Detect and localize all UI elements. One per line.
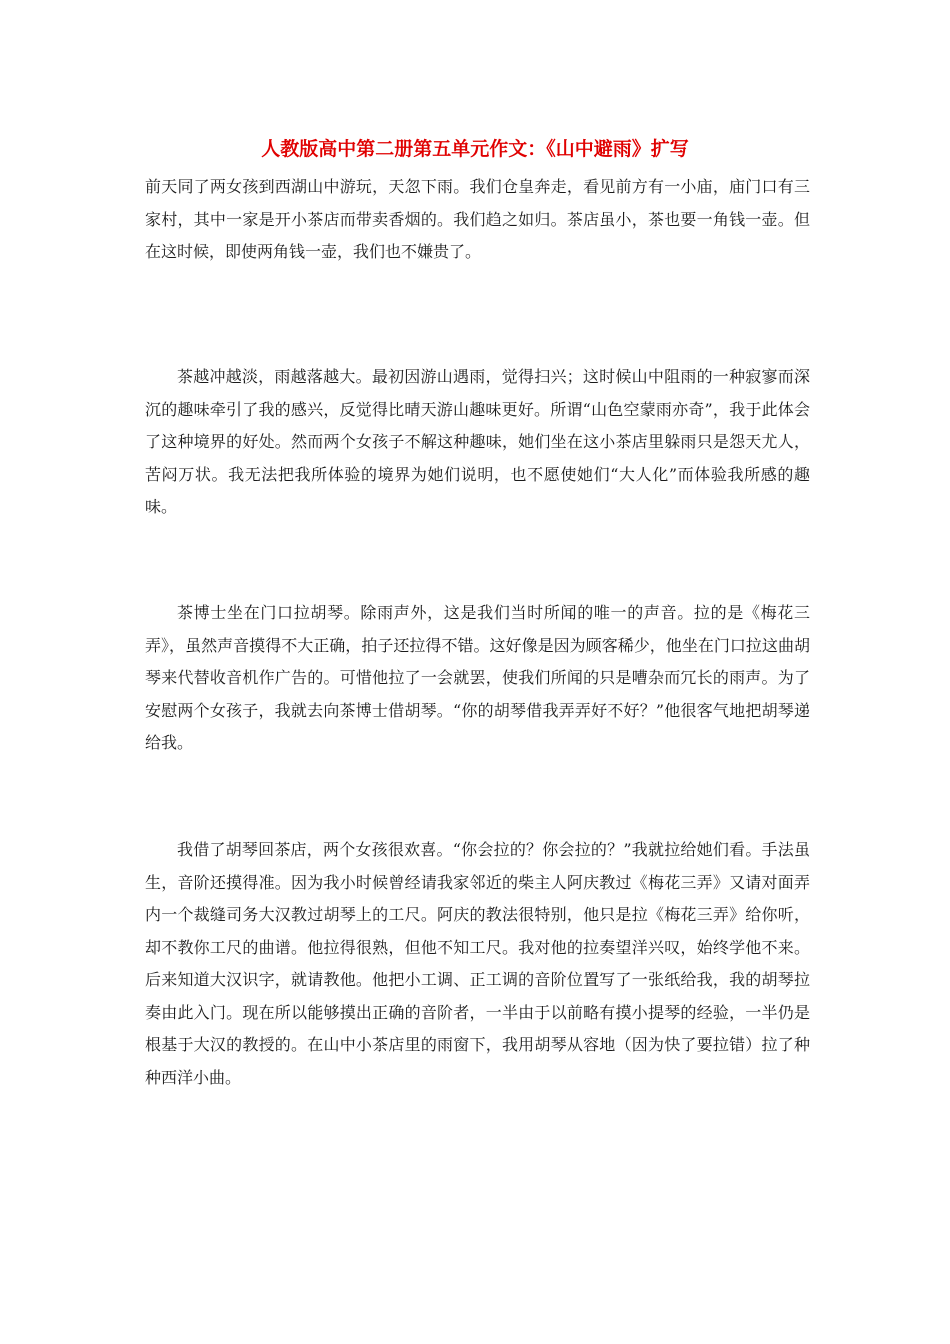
paragraph-2: 茶越冲越淡，雨越落越大。最初因游山遇雨，觉得扫兴；这时候山中阻雨的一种寂寥而深沉的趣味牵引了我的感兴，反觉得比晴天游山趣味更好。所谓“山色空蒙雨亦奇”，我于此体会了这种境界的好处。然而两个女孩子不解这种趣味，她们坐在这小茶店里躲雨只是怨天尤人，苦闷万状。我无法把我所体验的境界为她们说明，也不愿使她们“大人化”而体验我所感的趣味。 — [145, 367, 810, 516]
document-title: 人教版高中第二册第五单元作文：《山中避雨》扩写 — [261, 137, 689, 160]
paragraph-3: 茶博士坐在门口拉胡琴。除雨声外，这是我们当时所闻的唯一的声音。拉的是《梅花三弄》，虽然声音摸得不大正确，拍子还拉得不错。这好像是因为顾客稀少，他坐在门口拉这曲胡琴来代替收音机作广告的。可惜他拉了一会就罢，使我们所闻的只是嘈杂而冗长的雨声。为了安慰两个女孩子，我就去向茶博士借胡琴。“你的胡琴借我弄弄好不好？”他很客气地把胡琴递给我。 — [145, 603, 810, 752]
paragraph-4: 我借了胡琴回茶店，两个女孩很欢喜。“你会拉的？你会拉的？”我就拉给她们看。手法虽生，音阶还摸得准。因为我小时候曾经请我家邻近的柴主人阿庆教过《梅花三弄》又请对面弄内一个裁缝司务大汉教过胡琴上的工尺。阿庆的教法很特别，他只是拉《梅花三弄》给你听，却不教你工尺的曲谱。他拉得很熟，但他不知工尺。我对他的拉奏望洋兴叹，始终学他不来。后来知道大汉识字，就请教他。他把小工调、正工调的音阶位置写了一张纸给我，我的胡琴拉奏由此入门。现在所以能够摸出正确的音阶者，一半由于以前略有摸小提琴的经验，一半仍是根基于大汉的教授的。在山中小茶店里的雨窗下，我用胡琴从容地（因为快了要拉错）拉了种种西洋小曲。 — [145, 840, 810, 1087]
paragraph-1: 前天同了两女孩到西湖山中游玩，天忽下雨。我们仓皇奔走，看见前方有一小庙，庙门口有三家村，其中一家是开小茶店而带卖香烟的。我们趋之如归。茶店虽小，茶也要一角钱一壶。但在这时候，即使两角钱一壶，我们也不嫌贵了。 — [145, 177, 810, 261]
